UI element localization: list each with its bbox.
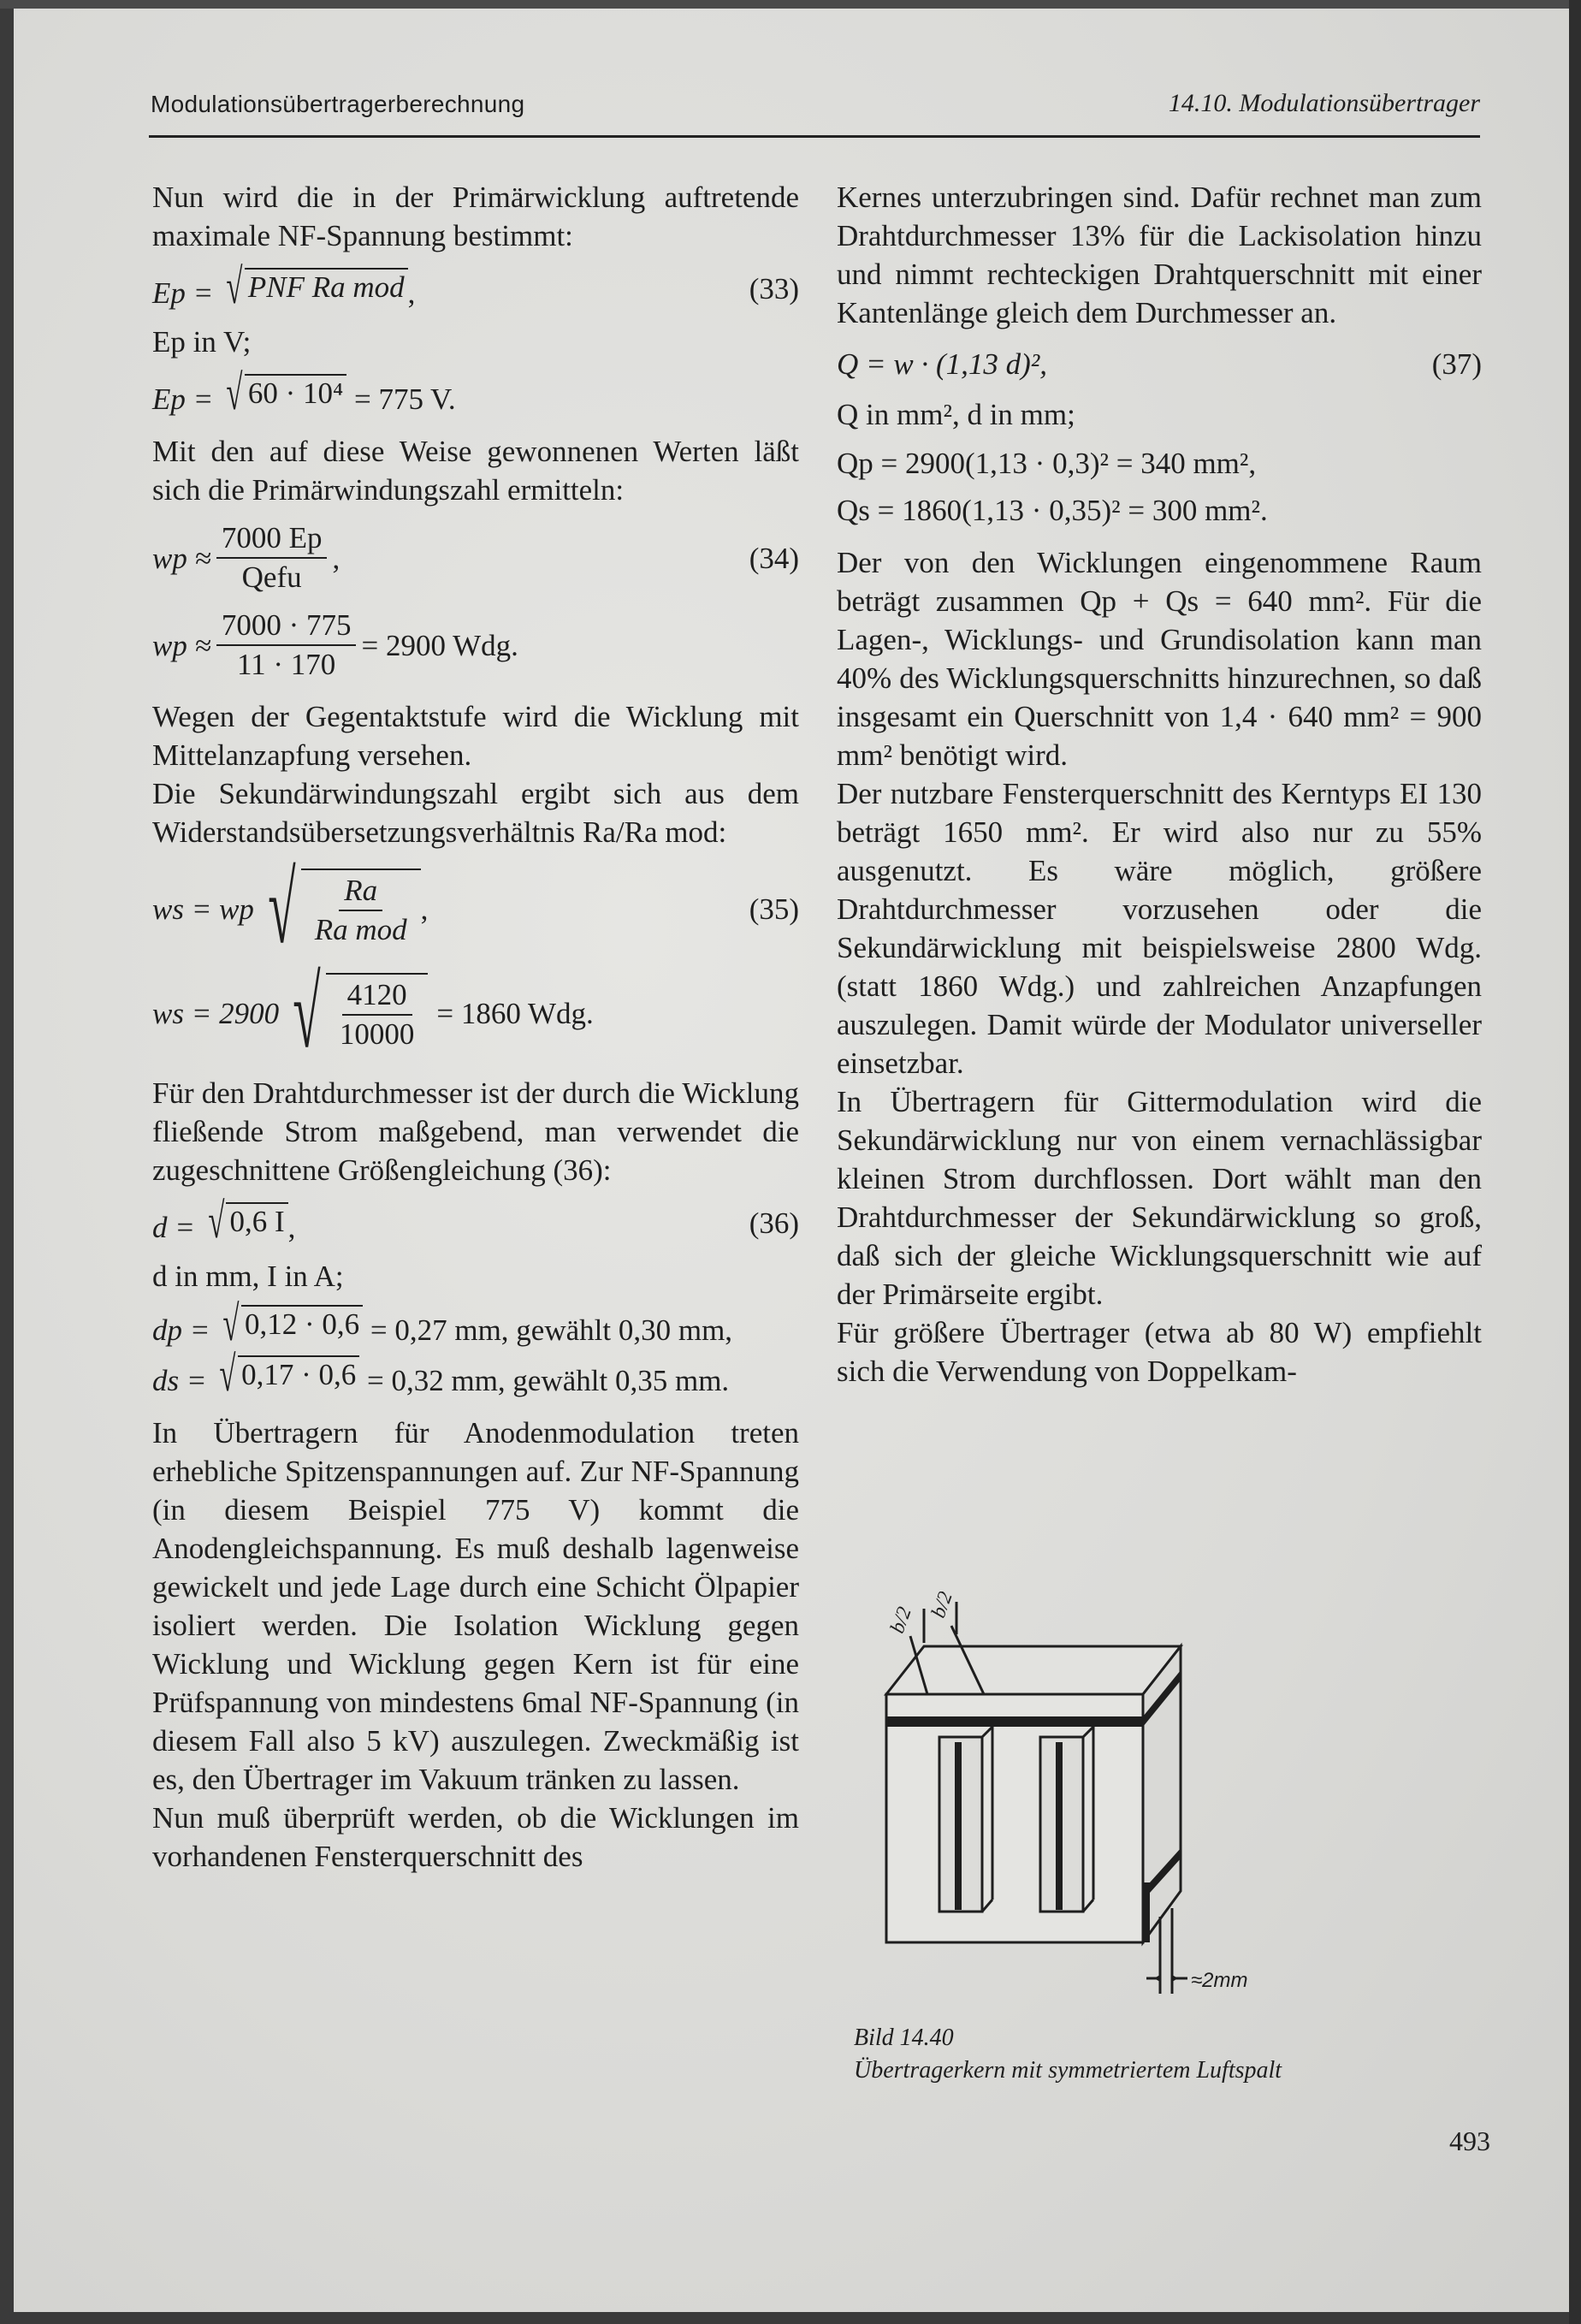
fraction: [335, 976, 420, 1053]
equation-37-qs: Qs = 1860(1,13 · 0,35)² = 300 mm².: [837, 494, 1268, 527]
equation-35: [152, 852, 799, 964]
numerator: 7000 · 775: [216, 607, 357, 646]
equation-33: [152, 258, 799, 314]
eq-tail: ,: [420, 892, 429, 926]
transformer-core-figure: [873, 1592, 1369, 2011]
scan-edge-left: [0, 0, 14, 2324]
equation-37: [837, 342, 1482, 385]
eq-lhs: dp =: [152, 1313, 210, 1347]
sqrt: √ 60 · 10⁴: [221, 371, 346, 414]
eq-tail: ,: [332, 541, 340, 575]
eq-lhs: ws = wp: [152, 892, 254, 926]
eq-lhs: ds =: [152, 1364, 207, 1397]
eq-lhs: Ep =: [152, 276, 214, 310]
dimension-label-gap: ≈2mm: [1191, 1969, 1248, 1992]
numerator: 4120: [342, 976, 412, 1016]
paragraph: Wegen der Gegentaktstufe wird die Wicklung mit Mittelanzapfung versehen.: [152, 700, 799, 772]
page-number: 493: [1449, 2125, 1490, 2156]
sqrt: √ 0,17 · 0,6: [214, 1353, 359, 1396]
paragraph: In Übertragern für Gittermodulation wird die Sekundärwicklung nur von einem vernachlässigbar kleinen Strom durchflossen. Dort wählt man den Drahtdurchmesser der Sekundärwicklung so groß, daß sich der gleiche Wicklungsquerschnitt wie auf der Primärseite ergibt.: [837, 1085, 1482, 1311]
unit-line: d in mm, I in A;: [152, 1260, 344, 1293]
fraction: [216, 519, 328, 596]
figure-caption-title: Bild 14.40: [854, 2025, 954, 2051]
sqrt: √ PNF Ra mod: [221, 265, 408, 308]
unit-line: Ep in V;: [152, 325, 252, 359]
equation-34: [152, 519, 799, 596]
equation-number: (35): [749, 892, 799, 926]
denominator: 10000: [339, 1017, 415, 1051]
eq-lhs: wp ≈: [152, 628, 211, 662]
eq-lhs: ws = 2900: [152, 996, 280, 1030]
right-column: [837, 178, 1482, 1390]
radicand: 60 · 10⁴: [245, 374, 346, 412]
fraction: [216, 607, 357, 684]
numerator: 7000 Ep: [216, 519, 328, 559]
radicand: PNF Ra mod: [245, 268, 408, 305]
paragraph: Nun wird die in der Primärwicklung auftretende maximale NF-Spannung bestimmt:: [152, 181, 799, 252]
transformer-core-drawing: [873, 1592, 1369, 2011]
eq-rhs: = 0,27 mm, gewählt 0,30 mm,: [370, 1313, 733, 1347]
equation-36-dp: [152, 1295, 799, 1351]
paragraph: Der von den Wicklungen eingenommene Raum beträgt zusammen Qp + Qs = 640 mm². Für die Lagen-, Wicklungs- und Grundisolation kann man 40% des Wicklungsquerschnitts hinzurechnen, so daß insgesamt ein Querschnitt von 1,4 · 640 mm² = 900 mm² benötigt wird.: [837, 546, 1482, 772]
denominator: Ra mod: [314, 913, 407, 946]
sqrt: √ 0,6 I: [203, 1200, 288, 1242]
paragraph: Mit den auf diese Weise gewonnenen Werten läßt sich die Primärwindungszahl ermitteln:: [152, 435, 799, 507]
scan-edge-bottom: [0, 2312, 1581, 2324]
sqrt: √ $\frac{Ra}{\text{Ra mod}}$: [254, 862, 421, 956]
paragraph: Nun muß überprüft werden, ob die Wicklungen im vorhandenen Fensterquerschnitt des: [152, 1801, 799, 1873]
equation-number: (36): [749, 1206, 799, 1240]
paragraph: Der nutzbare Fensterquerschnitt des Kerntyps EI 130 beträgt 1650 mm². Er wird also nur zu 55% ausgenutzt. Es wäre möglich, größere Drahtdurchmesser vorzusehen oder die Sekundärwicklung mit beispielsweise 2800 Wdg. (statt 1860 Wdg.) und zahlreichen Anzapfungen auszulegen. Damit würde der Modulator universeller einsetzbar.: [837, 777, 1482, 1080]
equation-35-numeric: [152, 957, 799, 1069]
equation-34-numeric: [152, 607, 799, 684]
equation-36-ds: [152, 1346, 799, 1402]
radicand: 0,6 I: [226, 1202, 287, 1240]
running-head-right: 14.10. Modulationsübertrager: [1168, 89, 1480, 117]
paragraph: Für größere Übertrager (etwa ab 80 W) empfiehlt sich die Verwendung von Doppelkam-: [837, 1316, 1482, 1388]
equation-37-qp: Qp = 2900(1,13 · 0,3)² = 340 mm²,: [837, 447, 1257, 480]
paragraph: Die Sekundärwindungszahl ergibt sich aus dem Widerstandsübersetzungsverhältnis Ra/Ra mod:: [152, 777, 799, 849]
equation-36: [152, 1193, 799, 1248]
eq-rhs: = 2900 Wdg.: [361, 628, 518, 662]
left-column: [152, 178, 799, 1876]
paragraph: Für den Drahtdurchmesser ist der durch die Wicklung fließende Strom maßgebend, man verwendet die zugeschnittene Größengleichung (36):: [152, 1076, 799, 1187]
eq-rhs: = 0,32 mm, gewählt 0,35 mm.: [367, 1364, 730, 1397]
radicand: 0,12 · 0,6: [241, 1305, 363, 1343]
eq-rhs: = 775 V.: [353, 382, 456, 416]
scan-edge-right: [1569, 0, 1581, 2324]
eq-lhs: Ep =: [152, 382, 214, 416]
paragraph: Kernes unterzubringen sind. Dafür rechnet man zum Drahtdurchmesser 13% für die Lackisolation hinzu und nimmt rechteckigen Drahtquerschnitt mit einer Kantenlänge gleich dem Durchmesser an.: [837, 181, 1482, 329]
figure-caption-text: Übertragerkern mit symmetriertem Luftspalt: [854, 2057, 1282, 2084]
paragraph: In Übertragern für Anodenmodulation treten erhebliche Spitzenspannungen auf. Zur NF-Spannung (in diesem Beispiel 775 V) kommt die Anodengleichspannung. Es muß deshalb lagenweise gewickelt und jede Lage durch eine Schicht Ölpapier isoliert werden. Die Isolation Wicklung gegen Wicklung und Wicklung gegen Kern ist für eine Prüfspannung von mindestens 6mal NF-Spannung (in diesem Fall also 5 kV) auszulegen. Zweckmäßig ist es, den Übertrager im Vakuum tränken zu lassen.: [152, 1416, 799, 1796]
scan-edge-top: [0, 0, 1581, 9]
denominator: Qefu: [241, 560, 302, 594]
unit-line: Q in mm², d in mm;: [837, 398, 1075, 431]
eq-rhs: = 1860 Wdg.: [436, 996, 594, 1030]
eq-lhs: d =: [152, 1211, 195, 1244]
fraction: [310, 872, 412, 949]
denominator: 11 · 170: [236, 648, 336, 681]
equation-33-numeric: [152, 365, 799, 420]
eq-lhs: wp ≈: [152, 541, 211, 575]
eq-tail: ,: [287, 1211, 296, 1244]
eq-tail: ,: [407, 276, 416, 310]
dimension-label-b-half: b/2: [885, 1604, 916, 1637]
equation-number: (34): [749, 541, 799, 575]
sqrt: √ 0,12 · 0,6: [217, 1302, 363, 1345]
sqrt: √ $\frac{4120}{10000}$: [279, 966, 428, 1060]
radicand: 0,17 · 0,6: [238, 1355, 359, 1393]
header-rule: [149, 135, 1480, 138]
running-head-left: Modulationsübertragerberechnung: [151, 91, 525, 117]
numerator: Ra: [339, 872, 382, 911]
dimension-label-b-half: b/2: [927, 1592, 957, 1621]
equation-number: (37): [1431, 347, 1482, 381]
equation-number: (33): [749, 272, 799, 305]
equation-text: Q = w · (1,13 d)²,: [837, 347, 1048, 381]
